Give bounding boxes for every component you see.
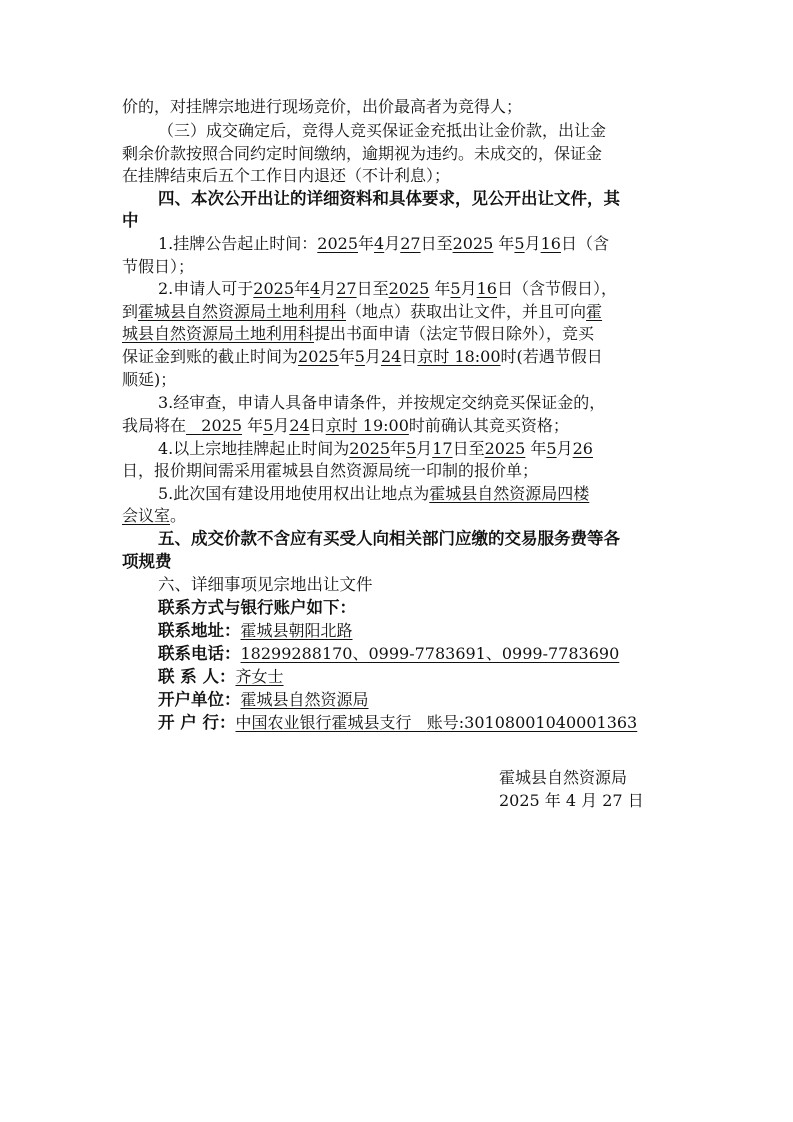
value xyxy=(236,713,638,732)
underlined-value: 27 xyxy=(336,279,357,298)
text: 日至 xyxy=(452,439,485,458)
underlined-value: 2025 xyxy=(253,279,294,298)
underlined-value: 京时 18:00 xyxy=(417,347,501,366)
heading-text: 项规费 xyxy=(122,552,172,571)
underlined-value: 2025 xyxy=(298,347,339,366)
underlined-value xyxy=(186,416,242,435)
label: 联系地址： xyxy=(158,621,241,640)
text: 年 xyxy=(434,279,451,298)
section-heading-6 xyxy=(158,574,718,596)
text: 月 xyxy=(524,234,541,253)
signature-date xyxy=(499,790,644,812)
underlined-value: 16 xyxy=(476,279,497,298)
contact-phone xyxy=(158,643,718,665)
date: 2025 年 4 月 27 日 xyxy=(499,791,644,810)
text: 2.申请人可于 xyxy=(158,279,254,298)
section-heading-4-cont xyxy=(122,210,682,232)
heading-text: 联系方式与银行账户如下： xyxy=(158,598,356,617)
text: 日至 xyxy=(356,279,389,298)
text: 年 xyxy=(294,279,311,298)
text: 5.此次国有建设用地使用权出让地点为 xyxy=(158,484,430,503)
text: 1.挂牌公告起止时间： xyxy=(158,234,318,253)
label: 开户单位： xyxy=(158,690,241,709)
underlined-place: 城县自然资源局土地利用科 xyxy=(122,324,315,343)
text: 4.以上宗地挂牌起止时间为 xyxy=(158,439,350,458)
text: 月 xyxy=(416,439,433,458)
underlined-value: 16 xyxy=(540,234,561,253)
underlined-place: 霍城县自然资源局四楼 xyxy=(429,484,590,503)
item-3-cont xyxy=(122,415,682,437)
text: 年 xyxy=(338,347,355,366)
text: （三）成交确定后，竞得人竞买保证金充抵出让金价款，出让金 xyxy=(158,121,607,140)
text: 日至 xyxy=(420,234,453,253)
underlined-value: 2025 xyxy=(349,439,390,458)
signature-org xyxy=(499,767,627,789)
text: 日 xyxy=(309,416,326,435)
text: 年 xyxy=(390,439,407,458)
underlined-value: 26 xyxy=(572,439,593,458)
org-name: 霍城县自然资源局 xyxy=(499,768,628,787)
text: 月 xyxy=(460,279,477,298)
heading-text: 六、详细事项见宗地出让文件 xyxy=(158,575,373,594)
text: 节假日）； xyxy=(122,257,195,276)
heading-text: 五、成交价款不含应有买受人向相关部门应缴的交易服务费等各 xyxy=(158,529,620,548)
item-2-cont xyxy=(122,323,682,345)
paragraph-line xyxy=(158,120,718,142)
item-1 xyxy=(158,233,718,255)
value: 霍城县自然资源局 xyxy=(240,690,369,709)
text: 提出书面申请（法定节假日除外），竞买 xyxy=(314,324,595,343)
underlined-value: 5 xyxy=(354,347,365,366)
item-5-cont xyxy=(122,505,682,527)
underlined-place: 霍城县自然资源局土地利用科 xyxy=(138,302,347,321)
underlined-value: 2025 xyxy=(317,234,358,253)
underlined-value: 5 xyxy=(263,416,274,435)
text: 月 xyxy=(320,279,337,298)
item-2-cont xyxy=(122,369,682,391)
item-4-cont xyxy=(122,460,682,482)
section-heading-5-cont xyxy=(122,551,682,573)
text: 。 xyxy=(170,506,187,525)
text: 月 xyxy=(556,439,573,458)
underlined-value: 2025 xyxy=(201,416,242,435)
text: 在挂牌结束后五个工作日内退还（不计利息）； xyxy=(122,166,451,185)
underlined-value: 27 xyxy=(400,234,421,253)
underlined-value: 5 xyxy=(514,234,525,253)
text: 月 xyxy=(384,234,401,253)
underlined-place: 霍 xyxy=(586,302,603,321)
label: 开 户 行： xyxy=(158,713,236,732)
value: 霍城县朝阳北路 xyxy=(240,621,353,640)
label: 联系电话： xyxy=(158,644,241,663)
text: 时前确认其竞买资格； xyxy=(408,416,569,435)
underlined-value: 17 xyxy=(432,439,453,458)
text: 到 xyxy=(122,302,139,321)
underlined-place: 会议室 xyxy=(122,506,171,525)
underlined-value: 4 xyxy=(310,279,321,298)
heading-text: 中 xyxy=(122,211,139,230)
text: （地点）获取出让文件，并且可向 xyxy=(346,302,587,321)
bank-name: 中国农业银行霍城县支行 xyxy=(235,713,412,732)
section-heading-5 xyxy=(158,528,718,550)
underlined-value: 24 xyxy=(289,416,310,435)
section-heading-4 xyxy=(158,188,718,210)
underlined-value: 5 xyxy=(406,439,417,458)
text: 价的，对挂牌宗地进行现场竞价，出价最高者为竞得人； xyxy=(122,97,523,116)
underlined-value: 5 xyxy=(546,439,557,458)
paragraph-line xyxy=(122,165,682,187)
item-2-cont xyxy=(122,346,682,368)
text: 月 xyxy=(364,347,381,366)
text: 我局将在 xyxy=(122,416,187,435)
underlined-value: 2025 xyxy=(388,279,430,298)
label: 联 系 人： xyxy=(158,667,236,686)
text: 时(若遇节假日 xyxy=(500,347,603,366)
value: 齐女士 xyxy=(235,667,284,686)
text: 日（含节假日）， xyxy=(496,279,617,298)
paragraph-line xyxy=(122,96,682,118)
item-5 xyxy=(158,483,718,505)
contact-intro xyxy=(158,597,718,619)
contact-person xyxy=(158,666,718,688)
text: 保证金到账的截止时间为 xyxy=(122,347,299,366)
underlined-value: 4 xyxy=(374,234,385,253)
item-3 xyxy=(158,392,718,414)
underlined-value: 京时 19:00 xyxy=(325,416,409,435)
text: 日 xyxy=(401,347,418,366)
text: 年 xyxy=(498,234,515,253)
text: 日（含 xyxy=(560,234,609,253)
item-2-cont xyxy=(122,301,682,323)
text: 日，报价期间需采用霍城县自然资源局统一印制的报价单； xyxy=(122,461,539,480)
text: 年 xyxy=(358,234,375,253)
contact-unit xyxy=(158,689,718,711)
item-4 xyxy=(158,438,718,460)
underlined-value: 2025 xyxy=(452,234,494,253)
item-2 xyxy=(158,278,718,300)
item-1-cont xyxy=(122,256,682,278)
value: 18299288170、0999-7783691、0999-7783690 xyxy=(240,644,620,663)
text: 剩余价款按照合同约定时间缴纳，逾期视为违约。未成交的，保证金 xyxy=(122,144,603,163)
text: 年 xyxy=(530,439,547,458)
contact-address xyxy=(158,620,718,642)
text: 顺延)； xyxy=(122,370,177,389)
heading-text: 四、本次公开出让的详细资料和具体要求，见公开出让文件，其 xyxy=(158,189,620,208)
text: 3.经审查，申请人具备申请条件，并按规定交纳竞买保证金的， xyxy=(158,393,606,412)
contact-bank xyxy=(158,712,718,734)
underlined-value: 5 xyxy=(450,279,461,298)
paragraph-line xyxy=(122,143,682,165)
text: 月 xyxy=(273,416,290,435)
account-number: 账号:30108001040001363 xyxy=(426,713,638,732)
underlined-value: 2025 xyxy=(484,439,526,458)
text: 年 xyxy=(247,416,264,435)
underlined-value: 24 xyxy=(380,347,402,366)
